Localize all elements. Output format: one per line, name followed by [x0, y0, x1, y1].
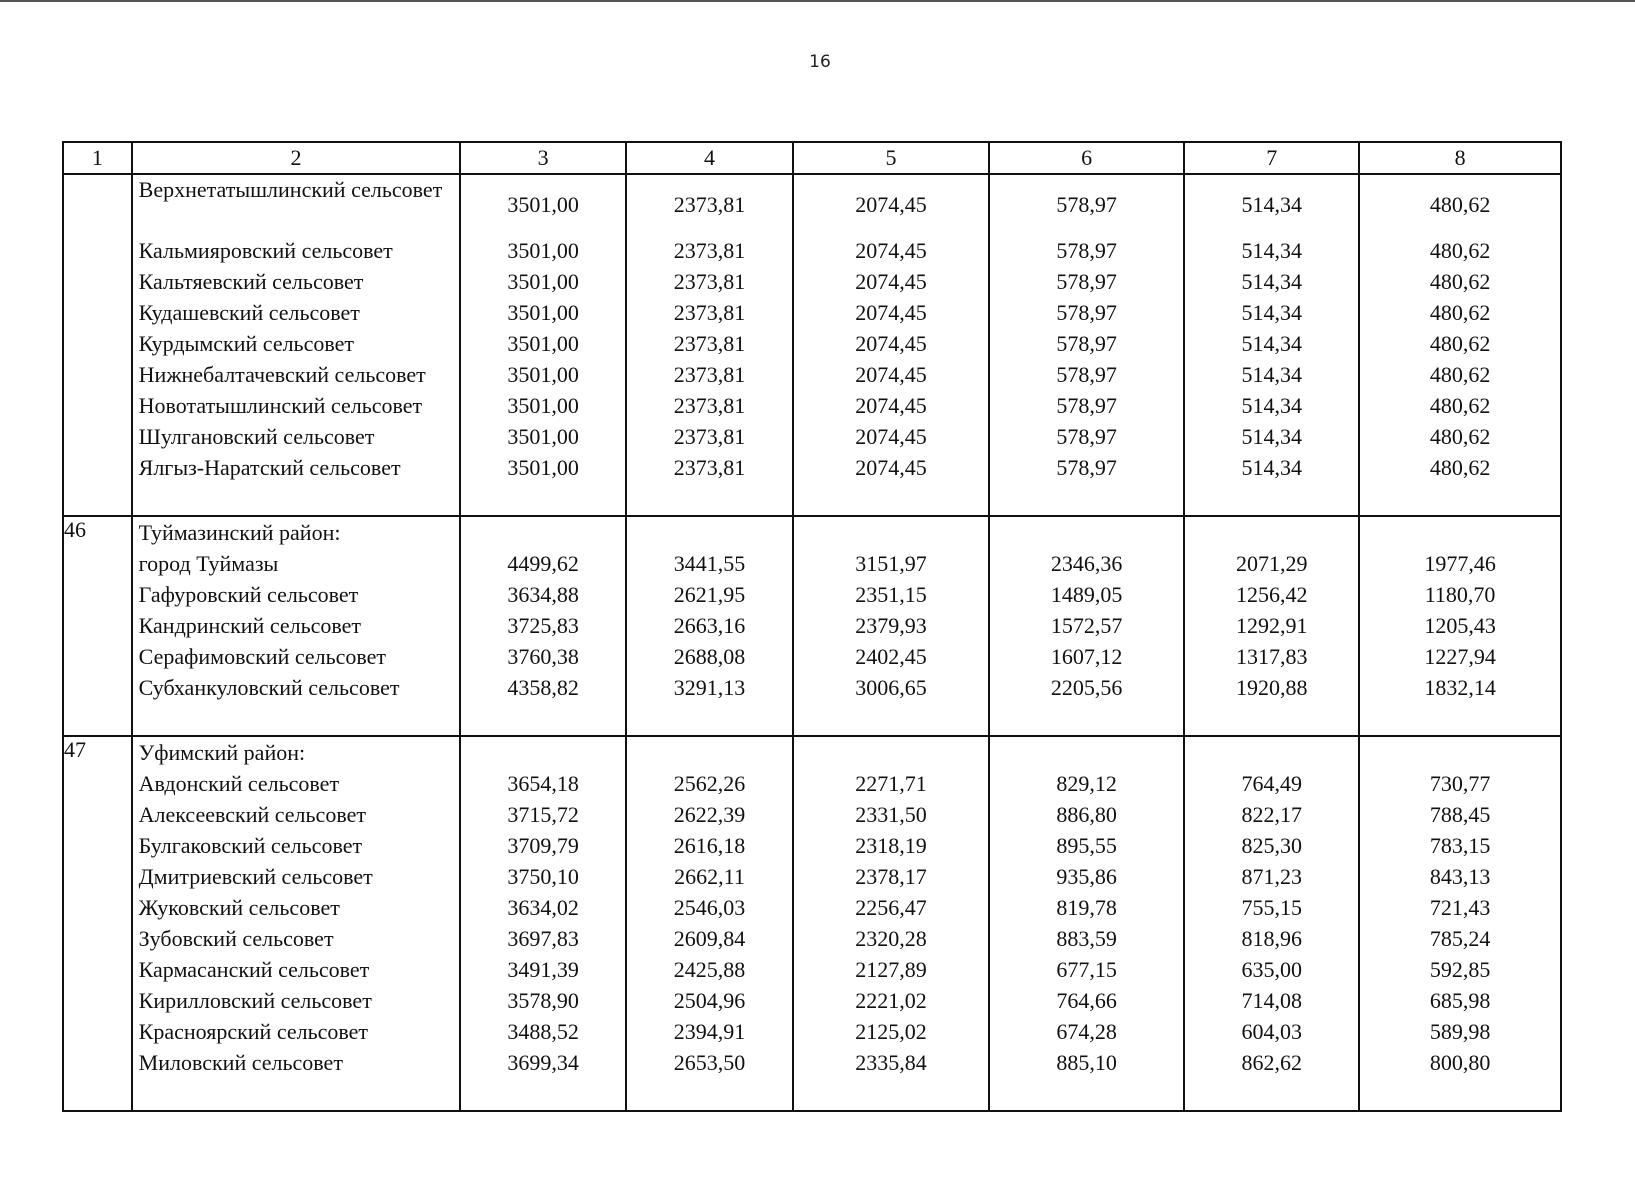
value-cell: 1977,46 [1424, 551, 1496, 576]
settlement-name: Кудашевский сельсовет [138, 300, 360, 325]
value-cell: 819,78 [1056, 895, 1117, 920]
value-cell: 514,34 [1241, 393, 1302, 418]
settlement-name: Кальтяевский сельсовет [138, 269, 364, 294]
header-row [63, 142, 1561, 174]
col-header-4: 4 [626, 142, 793, 174]
value-cell: 1205,43 [1424, 613, 1496, 638]
settlement-name: Кандринский сельсовет [138, 613, 362, 638]
value-cell: 721,43 [1429, 895, 1491, 920]
value-cell: 514,34 [1241, 238, 1302, 263]
value-cell: 2609,84 [673, 926, 746, 951]
blank-cell [461, 737, 624, 768]
values-col-5 [793, 736, 989, 1111]
value-cell: 480,62 [1429, 269, 1491, 294]
value-cell: 885,10 [1056, 1050, 1117, 1075]
value-cell: 2373,81 [673, 238, 746, 263]
blank-cell [1360, 517, 1560, 548]
col-header-2: 2 [132, 142, 461, 174]
value-cell: 2373,81 [673, 424, 746, 449]
settlement-name: Курдымский сельсовет [138, 331, 354, 356]
values-col-6 [989, 736, 1185, 1111]
value-cell: 578,97 [1056, 393, 1117, 418]
value-cell: 935,86 [1056, 864, 1117, 889]
value-cell: 2331,50 [855, 802, 927, 827]
group-spacer [794, 703, 988, 735]
value-cell: 2074,45 [855, 455, 927, 480]
settlement-name: Дмитриевский сельсовет [138, 864, 373, 889]
value-cell: 677,15 [1056, 957, 1117, 982]
value-cell: 783,15 [1429, 833, 1491, 858]
value-cell: 2373,81 [673, 192, 746, 217]
value-cell: 480,62 [1429, 300, 1491, 325]
settlement-name: Кирилловский сельсовет [138, 988, 372, 1013]
value-cell: 2425,88 [673, 957, 746, 982]
group-number [63, 174, 132, 516]
value-cell: 2373,81 [673, 455, 746, 480]
group-spacer [627, 1078, 792, 1110]
value-cell: 480,62 [1429, 393, 1491, 418]
value-cell: 886,80 [1056, 802, 1117, 827]
value-cell: 2074,45 [855, 192, 927, 217]
value-cell: 3578,90 [507, 988, 579, 1013]
value-cell: 514,34 [1241, 192, 1302, 217]
value-cell: 3760,38 [507, 644, 579, 669]
value-cell: 3654,18 [507, 771, 579, 796]
value-cell: 480,62 [1429, 424, 1491, 449]
blank-cell [794, 517, 988, 548]
value-cell: 2373,81 [673, 300, 746, 325]
value-cell: 2653,50 [673, 1050, 746, 1075]
value-cell: 2074,45 [855, 393, 927, 418]
value-cell: 3491,39 [507, 957, 579, 982]
value-cell: 3151,97 [855, 551, 927, 576]
group-spacer [1360, 703, 1560, 735]
value-cell: 2688,08 [673, 644, 746, 669]
blank-cell [627, 517, 792, 548]
value-cell: 3006,65 [855, 675, 927, 700]
value-cell: 2074,45 [855, 424, 927, 449]
value-cell: 1227,94 [1424, 644, 1496, 669]
settlement-name: Алексеевский сельсовет [138, 802, 366, 827]
value-cell: 3441,55 [673, 551, 746, 576]
value-cell: 514,34 [1241, 362, 1302, 387]
settlement-name: Гафуровский сельсовет [138, 582, 359, 607]
settlement-name: Кальмияровский сельсовет [138, 238, 393, 263]
value-cell: 4358,82 [507, 675, 579, 700]
group-spacer [1360, 483, 1560, 515]
value-cell: 578,97 [1056, 424, 1117, 449]
names-cell [132, 516, 461, 736]
col-header-1: 1 [63, 142, 132, 174]
settlement-name: Шулгановский сельсовет [138, 424, 375, 449]
blank-cell [990, 517, 1184, 548]
value-cell: 2074,45 [855, 238, 927, 263]
value-cell: 818,96 [1241, 926, 1302, 951]
blank-cell [794, 737, 988, 768]
value-cell: 2256,47 [855, 895, 927, 920]
settlement-name: Красноярский сельсовет [138, 1019, 369, 1044]
value-cell: 3501,00 [507, 269, 579, 294]
value-cell: 3501,00 [507, 424, 579, 449]
value-cell: 2074,45 [855, 269, 927, 294]
value-cell: 2373,81 [673, 269, 746, 294]
value-cell: 871,23 [1241, 864, 1302, 889]
values-col-6 [989, 516, 1185, 736]
names-cell [132, 174, 461, 516]
value-cell: 2320,28 [855, 926, 927, 951]
value-cell: 2335,84 [855, 1050, 927, 1075]
group-spacer [627, 483, 792, 515]
value-cell: 3501,00 [507, 393, 579, 418]
value-cell: 2318,19 [855, 833, 927, 858]
value-cell: 788,45 [1429, 802, 1491, 827]
value-cell: 3501,00 [507, 192, 579, 217]
value-cell: 514,34 [1241, 331, 1302, 356]
group-spacer [461, 483, 624, 515]
group-number: 47 [63, 736, 132, 1111]
settlement-name: город Туймазы [138, 551, 279, 576]
value-cell: 3501,00 [507, 300, 579, 325]
value-cell: 1489,05 [1050, 582, 1123, 607]
value-cell: 730,77 [1429, 771, 1491, 796]
settlement-name: Верхнетатышлинский сельсовет [138, 177, 443, 202]
settlement-name: Жуковский сельсовет [138, 895, 340, 920]
value-cell: 514,34 [1241, 269, 1302, 294]
value-cell: 2373,81 [673, 362, 746, 387]
settlement-name: Кармасанский сельсовет [138, 957, 370, 982]
values-col-8 [1359, 736, 1561, 1111]
value-cell: 3725,83 [507, 613, 579, 638]
blank-cell [1185, 737, 1358, 768]
values-col-4 [626, 174, 793, 516]
value-cell: 514,34 [1241, 424, 1302, 449]
district-title: Туймазинский район: [138, 520, 341, 545]
value-cell: 604,03 [1241, 1019, 1302, 1044]
blank-cell [627, 737, 792, 768]
settlement-name: Субханкуловский сельсовет [138, 675, 400, 700]
col-header-8: 8 [1359, 142, 1561, 174]
value-cell: 578,97 [1056, 331, 1117, 356]
value-cell: 843,13 [1429, 864, 1491, 889]
value-cell: 635,00 [1241, 957, 1302, 982]
value-cell: 2125,02 [855, 1019, 927, 1044]
value-cell: 785,24 [1429, 926, 1491, 951]
col-header-6: 6 [989, 142, 1185, 174]
value-cell: 2351,15 [855, 582, 927, 607]
values-col-8 [1359, 516, 1561, 736]
value-cell: 3715,72 [507, 802, 579, 827]
group-spacer [990, 1078, 1184, 1110]
blank-cell [1185, 517, 1358, 548]
value-cell: 800,80 [1429, 1050, 1491, 1075]
value-cell: 2379,93 [855, 613, 927, 638]
value-cell: 895,55 [1056, 833, 1117, 858]
settlement-name: Серафимовский сельсовет [138, 644, 387, 669]
value-cell: 480,62 [1429, 192, 1491, 217]
value-cell: 2504,96 [673, 988, 746, 1013]
value-cell: 2074,45 [855, 331, 927, 356]
values-col-5 [793, 516, 989, 736]
value-cell: 685,98 [1429, 988, 1491, 1013]
values-col-3 [460, 516, 625, 736]
group-row [63, 736, 1561, 1111]
value-cell: 578,97 [1056, 362, 1117, 387]
value-cell: 4499,62 [507, 551, 579, 576]
group-row [63, 516, 1561, 736]
group-number: 46 [63, 516, 132, 736]
value-cell: 2346,36 [1050, 551, 1123, 576]
value-cell: 2562,26 [673, 771, 746, 796]
value-cell: 2071,29 [1236, 551, 1308, 576]
value-cell: 1317,83 [1236, 644, 1308, 669]
value-cell: 1180,70 [1424, 582, 1496, 607]
value-cell: 3501,00 [507, 455, 579, 480]
values-col-8 [1359, 174, 1561, 516]
page-number: 16 [809, 52, 831, 72]
value-cell: 3634,88 [507, 582, 579, 607]
values-col-5 [793, 174, 989, 516]
value-cell: 2271,71 [855, 771, 927, 796]
value-cell: 2378,17 [855, 864, 927, 889]
district-title: Уфимский район: [138, 740, 306, 765]
value-cell: 578,97 [1056, 300, 1117, 325]
value-cell: 2662,11 [674, 864, 745, 889]
value-cell: 480,62 [1429, 331, 1491, 356]
value-cell: 514,34 [1241, 455, 1302, 480]
group-spacer [133, 703, 460, 735]
values-col-4 [626, 516, 793, 736]
value-cell: 764,49 [1241, 771, 1302, 796]
values-col-7 [1184, 174, 1359, 516]
value-cell: 674,28 [1056, 1019, 1117, 1044]
value-cell: 514,34 [1241, 300, 1302, 325]
value-cell: 2546,03 [673, 895, 746, 920]
group-spacer [1185, 703, 1358, 735]
group-spacer [1360, 1078, 1560, 1110]
value-cell: 714,08 [1241, 988, 1302, 1013]
value-cell: 2373,81 [673, 393, 746, 418]
value-cell: 1572,57 [1050, 613, 1123, 638]
value-cell: 2373,81 [673, 331, 746, 356]
value-cell: 1920,88 [1236, 675, 1308, 700]
settlement-name: Нижнебалтачевский сельсовет [138, 362, 426, 387]
value-cell: 3488,52 [507, 1019, 579, 1044]
value-cell: 1832,14 [1424, 675, 1496, 700]
value-cell: 480,62 [1429, 362, 1491, 387]
values-col-3 [460, 174, 625, 516]
values-col-7 [1184, 516, 1359, 736]
value-cell: 589,98 [1429, 1019, 1491, 1044]
value-cell: 3697,83 [507, 926, 579, 951]
value-cell: 1292,91 [1236, 613, 1308, 638]
value-cell: 2394,91 [673, 1019, 746, 1044]
value-cell: 2663,16 [673, 613, 746, 638]
value-cell: 2621,95 [673, 582, 746, 607]
value-cell: 3501,00 [507, 238, 579, 263]
value-cell: 3501,00 [507, 362, 579, 387]
value-cell: 764,66 [1056, 988, 1117, 1013]
group-spacer [1185, 483, 1358, 515]
blank-cell [461, 517, 624, 548]
value-cell: 3699,34 [507, 1050, 579, 1075]
values-col-3 [460, 736, 625, 1111]
group-spacer [133, 483, 460, 515]
value-cell: 578,97 [1056, 238, 1117, 263]
group-spacer [794, 483, 988, 515]
value-cell: 883,59 [1056, 926, 1117, 951]
settlement-name: Авдонский сельсовет [138, 771, 340, 796]
settlement-name: Булгаковский сельсовет [138, 833, 363, 858]
value-cell: 2221,02 [855, 988, 927, 1013]
value-cell: 3291,13 [673, 675, 746, 700]
value-cell: 578,97 [1056, 269, 1117, 294]
value-cell: 3750,10 [507, 864, 579, 889]
col-header-5: 5 [793, 142, 989, 174]
value-cell: 3709,79 [507, 833, 579, 858]
scan-edge-line [0, 0, 1635, 2]
values-col-4 [626, 736, 793, 1111]
group-spacer [794, 1078, 988, 1110]
value-cell: 2127,89 [855, 957, 927, 982]
value-cell: 755,15 [1241, 895, 1302, 920]
blank-cell [1360, 737, 1560, 768]
group-row [63, 174, 1561, 516]
group-spacer [990, 483, 1184, 515]
value-cell: 2622,39 [673, 802, 746, 827]
values-col-6 [989, 174, 1185, 516]
value-cell: 3634,02 [507, 895, 579, 920]
group-spacer [627, 703, 792, 735]
group-spacer [461, 1078, 624, 1110]
value-cell: 822,17 [1241, 802, 1302, 827]
value-cell: 1256,42 [1236, 582, 1308, 607]
value-cell: 2616,18 [673, 833, 746, 858]
value-cell: 829,12 [1056, 771, 1117, 796]
col-header-3: 3 [460, 142, 625, 174]
settlement-name: Ялгыз-Наратский сельсовет [138, 455, 401, 480]
group-spacer [990, 703, 1184, 735]
settlement-name: Зубовский сельсовет [138, 926, 334, 951]
group-spacer [133, 1078, 460, 1110]
value-cell: 2205,56 [1050, 675, 1123, 700]
col-header-7: 7 [1184, 142, 1359, 174]
value-cell: 578,97 [1056, 192, 1117, 217]
group-spacer [1185, 1078, 1358, 1110]
settlement-name: Новотатышлинский сельсовет [138, 393, 423, 418]
value-cell: 480,62 [1429, 455, 1491, 480]
value-cell: 1607,12 [1050, 644, 1123, 669]
group-spacer [461, 703, 624, 735]
value-cell: 3501,00 [507, 331, 579, 356]
value-cell: 862,62 [1241, 1050, 1302, 1075]
blank-cell [990, 737, 1184, 768]
value-cell: 578,97 [1056, 455, 1117, 480]
values-col-7 [1184, 736, 1359, 1111]
value-cell: 2074,45 [855, 300, 927, 325]
settlement-name: Миловский сельсовет [138, 1050, 343, 1075]
value-cell: 480,62 [1429, 238, 1491, 263]
value-cell: 592,85 [1429, 957, 1491, 982]
value-cell: 825,30 [1241, 833, 1302, 858]
value-cell: 2402,45 [855, 644, 927, 669]
names-cell [132, 736, 461, 1111]
value-cell: 2074,45 [855, 362, 927, 387]
data-table [62, 141, 1562, 1112]
